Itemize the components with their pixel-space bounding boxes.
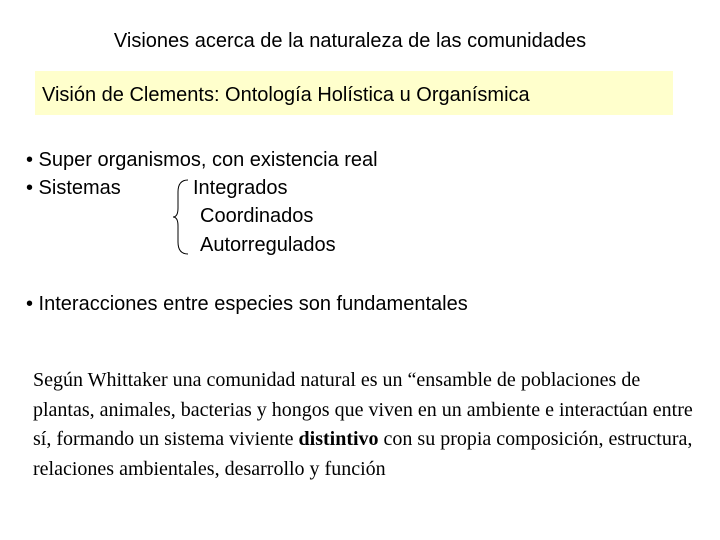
paragraph-text-start: Según Whittaker una comunidad natural es un “ensamble de poblaciones de plantas, animales, bacterias y hongos que viven en un ambiente e interactúan entre sí, formando un sistema viviente: [33, 369, 693, 450]
system-type-coordinados: Coordinados: [200, 205, 314, 227]
bullet-sistemas: • Sistemas: [26, 177, 121, 199]
curly-brace-icon: [172, 178, 190, 256]
paragraph-text-end: con su propia composición, estructura, relaciones ambientales, desarrollo y función: [33, 428, 693, 480]
slide-title: Visiones acerca de la naturaleza de las comunidades: [113, 30, 587, 52]
bullet-interacciones: • Interacciones entre especies son fundamentales: [26, 293, 468, 315]
highlight-box: [35, 71, 673, 115]
highlight-text: Visión de Clements: Ontología Holística u Organísmica: [42, 84, 530, 106]
bullet-super-organismos: • Super organismos, con existencia real: [26, 149, 378, 171]
whittaker-paragraph: [33, 366, 693, 484]
system-type-integrados: Integrados: [193, 177, 288, 199]
system-type-autorregulados: Autorregulados: [200, 234, 336, 256]
paragraph-bold-word: distintivo: [298, 428, 379, 450]
